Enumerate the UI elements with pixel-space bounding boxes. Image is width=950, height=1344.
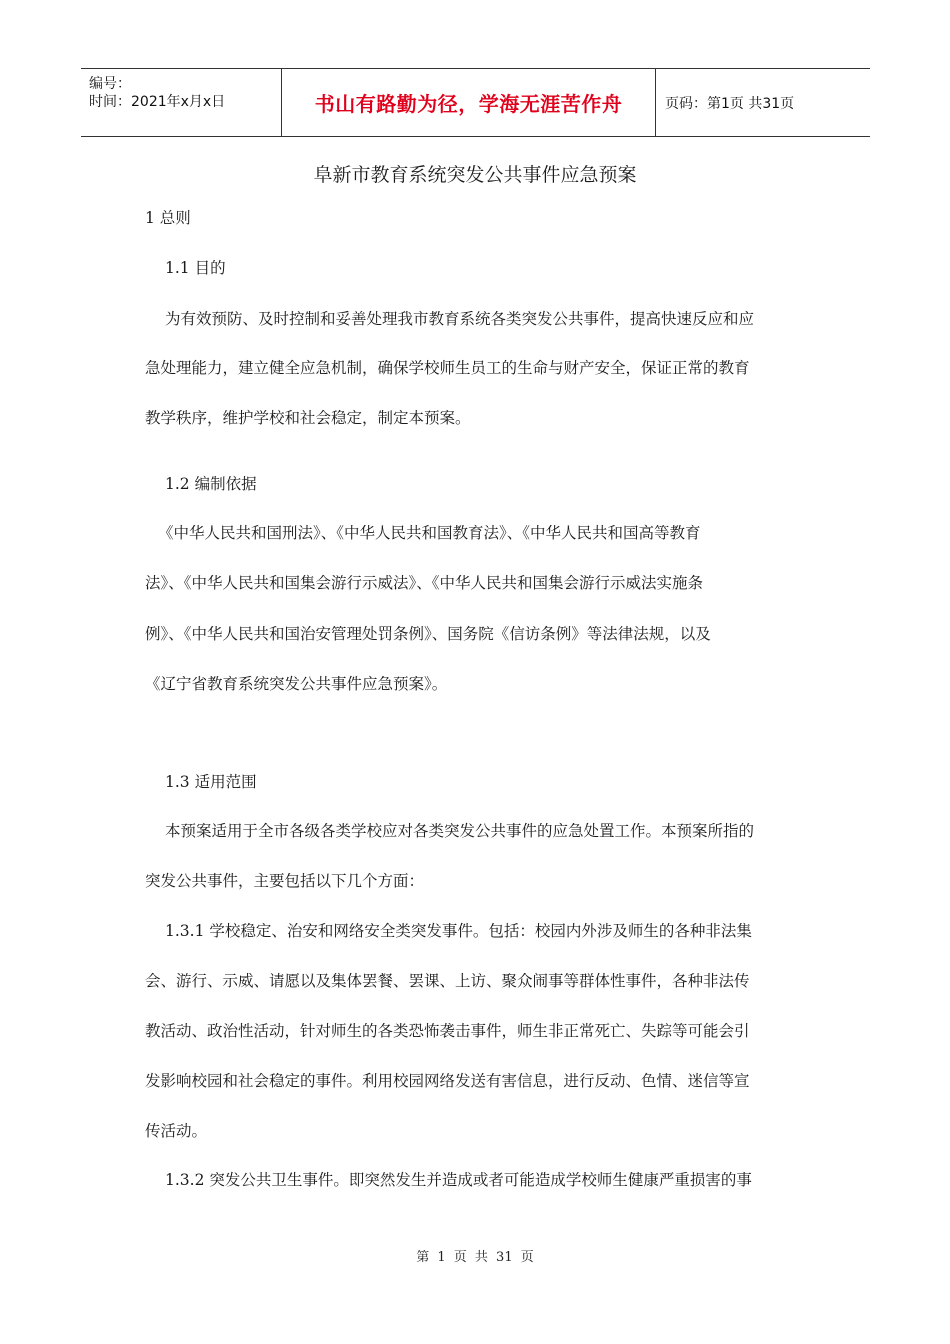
header-info-cell bbox=[81, 69, 281, 136]
subsection-heading-1-1: 1.1 目的 bbox=[165, 259, 226, 277]
paragraph-line: 1.3.2 突发公共卫生事件。即突然发生并造成或者可能造成学校师生健康严重损害的事 bbox=[165, 1171, 752, 1189]
paragraph-line: 急处理能力，建立健全应急机制，确保学校师生员工的生命与财产安全，保证正常的教育 bbox=[145, 359, 750, 377]
document-title: 阜新市教育系统突发公共事件应急预案 bbox=[313, 164, 637, 186]
subsection-heading-1-2: 1.2 编制依据 bbox=[165, 475, 257, 493]
paragraph-line: 会、游行、示威、请愿以及集体罢餐、罢课、上访、聚众闹事等群体性事件，各种非法传 bbox=[145, 972, 750, 990]
number-label: 编号： bbox=[89, 76, 131, 92]
document-header bbox=[81, 68, 870, 137]
paragraph-line: 《中华人民共和国刑法》、《中华人民共和国教育法》、《中华人民共和国高等教育 bbox=[158, 524, 701, 542]
paragraph-line: 教学秩序，维护学校和社会稳定，制定本预案。 bbox=[145, 409, 471, 427]
paragraph-line: 传活动。 bbox=[145, 1122, 208, 1140]
paragraph-line: 突发公共事件，主要包括以下几个方面： bbox=[145, 872, 425, 890]
paragraph-line: 《辽宁省教育系统突发公共事件应急预案》。 bbox=[145, 675, 448, 693]
subsection-heading-1-3: 1.3 适用范围 bbox=[165, 773, 257, 791]
paragraph-line: 例》、《中华人民共和国治安管理处罚条例》、国务院《信访条例》等法律法规，以及 bbox=[145, 625, 711, 643]
date-label: 时间：2021年x月x日 bbox=[89, 94, 226, 110]
paragraph-line: 1.3.1 学校稳定、治安和网络安全类突发事件。包括：校园内外涉及师生的各种非法集 bbox=[165, 922, 752, 940]
paragraph-line: 法》、《中华人民共和国集会游行示威法》、《中华人民共和国集会游行示威法实施条 bbox=[145, 574, 704, 592]
paragraph-line: 发影响校园和社会稳定的事件。利用校园网络发送有害信息，进行反动、色情、迷信等宣 bbox=[145, 1072, 750, 1090]
paragraph-line: 教活动、政治性活动，针对师生的各类恐怖袭击事件，师生非正常死亡、失踪等可能会引 bbox=[145, 1022, 750, 1040]
paragraph-line: 为有效预防、及时控制和妥善处理我市教育系统各类突发公共事件，提高快速反应和应 bbox=[165, 310, 755, 328]
page-footer: 第 1 页 共 31 页 bbox=[416, 1250, 534, 1265]
paragraph-line: 本预案适用于全市各级各类学校应对各类突发公共事件的应急处置工作。本预案所指的 bbox=[165, 822, 755, 840]
section-heading-1: 1 总则 bbox=[145, 209, 191, 227]
page-info: 页码：第1页 共31页 bbox=[665, 95, 795, 112]
motto: 书山有路勤为径，学海无涯苦作舟 bbox=[314, 92, 623, 116]
header-page-cell bbox=[655, 69, 870, 136]
header-motto-cell bbox=[281, 69, 656, 136]
